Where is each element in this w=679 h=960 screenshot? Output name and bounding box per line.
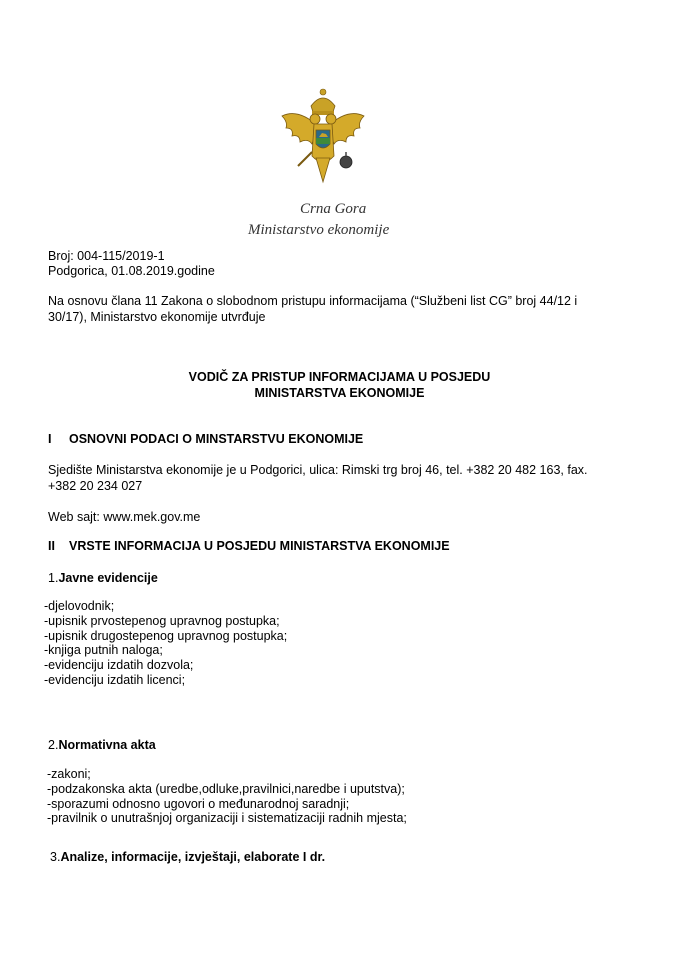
coat-of-arms-icon	[278, 86, 368, 192]
section-2-heading: VRSTE INFORMACIJA U POSJEDU MINISTARSTVA EKONOMIJE	[69, 539, 450, 553]
website: Web sajt: www.mek.gov.me	[48, 510, 201, 524]
public-records-list	[44, 599, 287, 688]
section-1-numeral: I	[48, 432, 52, 446]
subsection-3-heading	[50, 849, 325, 865]
section-2-numeral: II	[48, 539, 55, 553]
section-1-heading: OSNOVNI PODACI O MINSTARSTVU EKONOMIJE	[69, 432, 364, 446]
document-number: Broj: 004-115/2019-1	[48, 249, 165, 263]
list-item: -evidenciju izdatih licenci;	[44, 672, 186, 687]
list-item: -djelovodnik;	[44, 599, 115, 613]
subsection-2-title: Normativna akta	[58, 738, 156, 752]
address-line-1: Sjedište Ministarstva ekonomije je u Podgorici, ulica: Rimski trg broj 46, tel. +382 20 482 163, fax.	[48, 463, 588, 477]
list-item: -evidenciju izdatih dozvola;	[44, 658, 194, 673]
subsection-1-heading	[48, 570, 158, 586]
list-item: -upisnik drugostepenog upravnog postupka;	[44, 628, 288, 643]
subsection-2-number: 2.	[48, 738, 59, 752]
list-item: -upisnik prvostepenog upravnog postupka;	[44, 613, 280, 628]
subsection-1-title: Javne evidencije	[58, 571, 158, 585]
intro-line-1: Na osnovu člana 11 Zakona o slobodnom pristupu informacijama (“Službeni list CG” broj 44/12 i	[48, 294, 578, 308]
place-date: Podgorica, 01.08.2019.godine	[48, 264, 215, 278]
list-item: -sporazumi odnosno ugovori o međunarodnoj saradnji;	[47, 796, 350, 811]
list-item: -zakoni;	[47, 767, 91, 781]
intro-line-2: 30/17), Ministarstvo ekonomije utvrđuje	[48, 310, 266, 324]
subsection-3-number: 3.	[50, 850, 61, 864]
list-item: -podzakonska akta (uredbe,odluke,pravilnici,naredbe i uputstva);	[47, 781, 405, 796]
address-line-2: +382 20 234 027	[48, 479, 143, 493]
subsection-2-heading	[48, 737, 156, 753]
ministry-name: Ministarstvo ekonomije	[248, 222, 390, 238]
subsection-3-title: Analize, informacije, izvještaji, elaborate I dr.	[60, 850, 326, 864]
document-title-line-1: VODIČ ZA PRISTUP INFORMACIJAMA U POSJEDU	[188, 370, 491, 384]
country-name: Crna Gora	[300, 201, 367, 217]
list-item: -knjiga putnih naloga;	[44, 643, 163, 658]
document-title-line-2: MINISTARSTVA EKONOMIJE	[254, 386, 425, 400]
subsection-1-number: 1.	[48, 571, 59, 585]
list-item: -pravilnik o unutrašnjoj organizaciji i sistematizaciji radnih mjesta;	[47, 811, 407, 826]
normative-acts-list	[47, 767, 407, 826]
